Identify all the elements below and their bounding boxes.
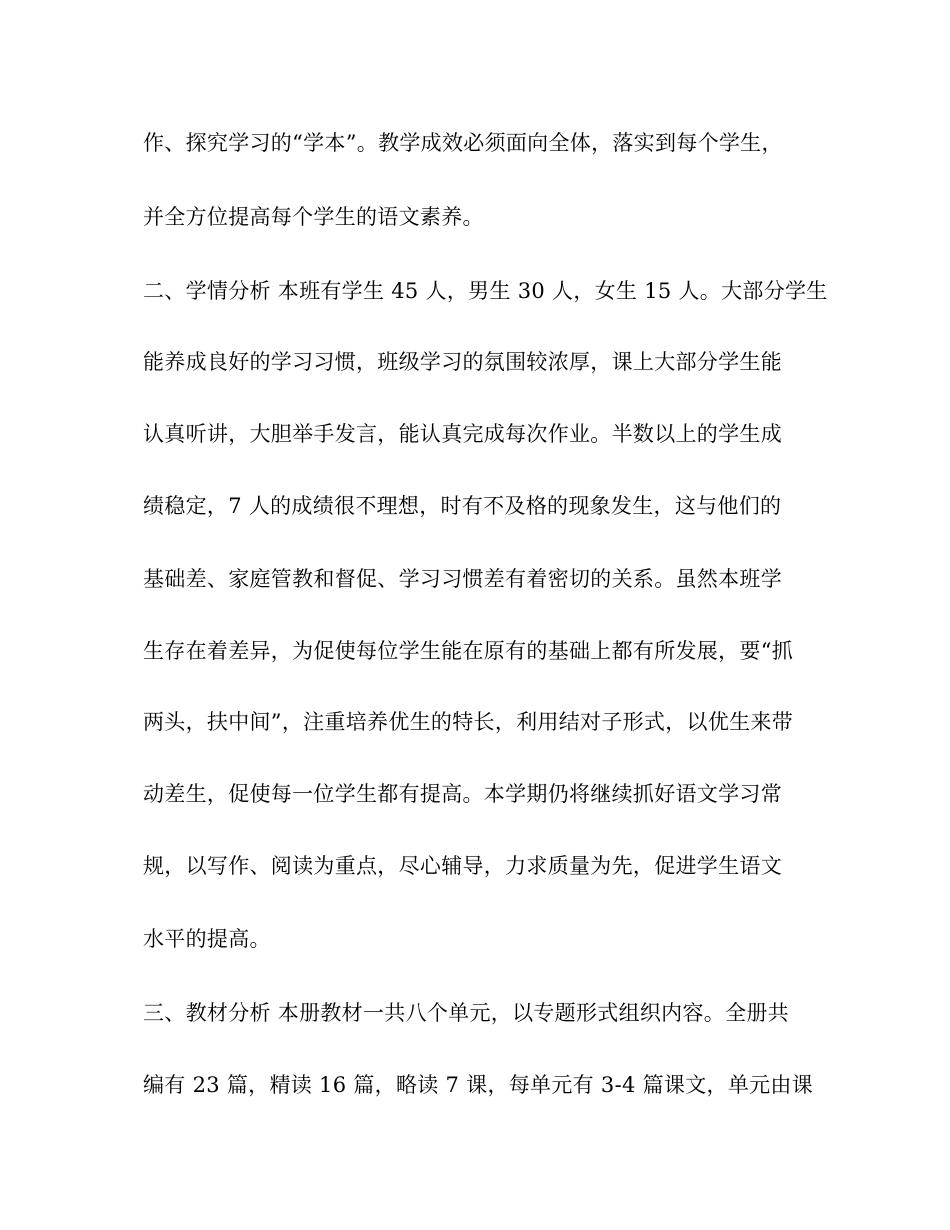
text-line: 作、探究学习的“学本”。教学成效必须面向全体，落实到每个学生， [143, 131, 783, 155]
text-line: 基础差、家庭管教和督促、学习习惯差有着密切的关系。虽然本班学 [143, 567, 782, 591]
text-line: 绩稳定，7 人的成绩很不理想，时有不及格的现象发生，这与他们的 [143, 494, 782, 518]
text-line: 动差生，促使每一位学生都有提高。本学期仍将继续抓好语文学习常 [143, 782, 782, 806]
text-line: 规，以写作、阅读为重点，尽心辅导，力求质量为先，促进学生语文 [143, 854, 782, 878]
text-line: 两头，扶中间”，注重培养优生的特长，利用结对子形式，以优生来带 [143, 710, 794, 734]
text-line: 编有 23 篇，精读 16 篇，略读 7 课，每单元有 3-4 篇课文，单元由课 [143, 1073, 814, 1097]
text-line: 三、教材分析 本册教材一共八个单元，以专题形式组织内容。全册共 [143, 1001, 789, 1025]
text-line: 并全方位提高每个学生的语文素养。 [143, 205, 484, 229]
text-line: 能养成良好的学习习惯，班级学习的氛围较浓厚，课上大部分学生能 [143, 350, 782, 374]
text-line: 生存在着差异，为促使每位学生能在原有的基础上都有所发展，要“抓 [143, 639, 794, 663]
text-line: 认真听讲，大胆举手发言，能认真完成每次作业。半数以上的学生成 [143, 422, 782, 446]
text-line: 水平的提高。 [143, 927, 271, 951]
text-line: 二、学情分析 本班有学生 45 人，男生 30 人，女生 15 人。大部分学生 [143, 279, 828, 303]
